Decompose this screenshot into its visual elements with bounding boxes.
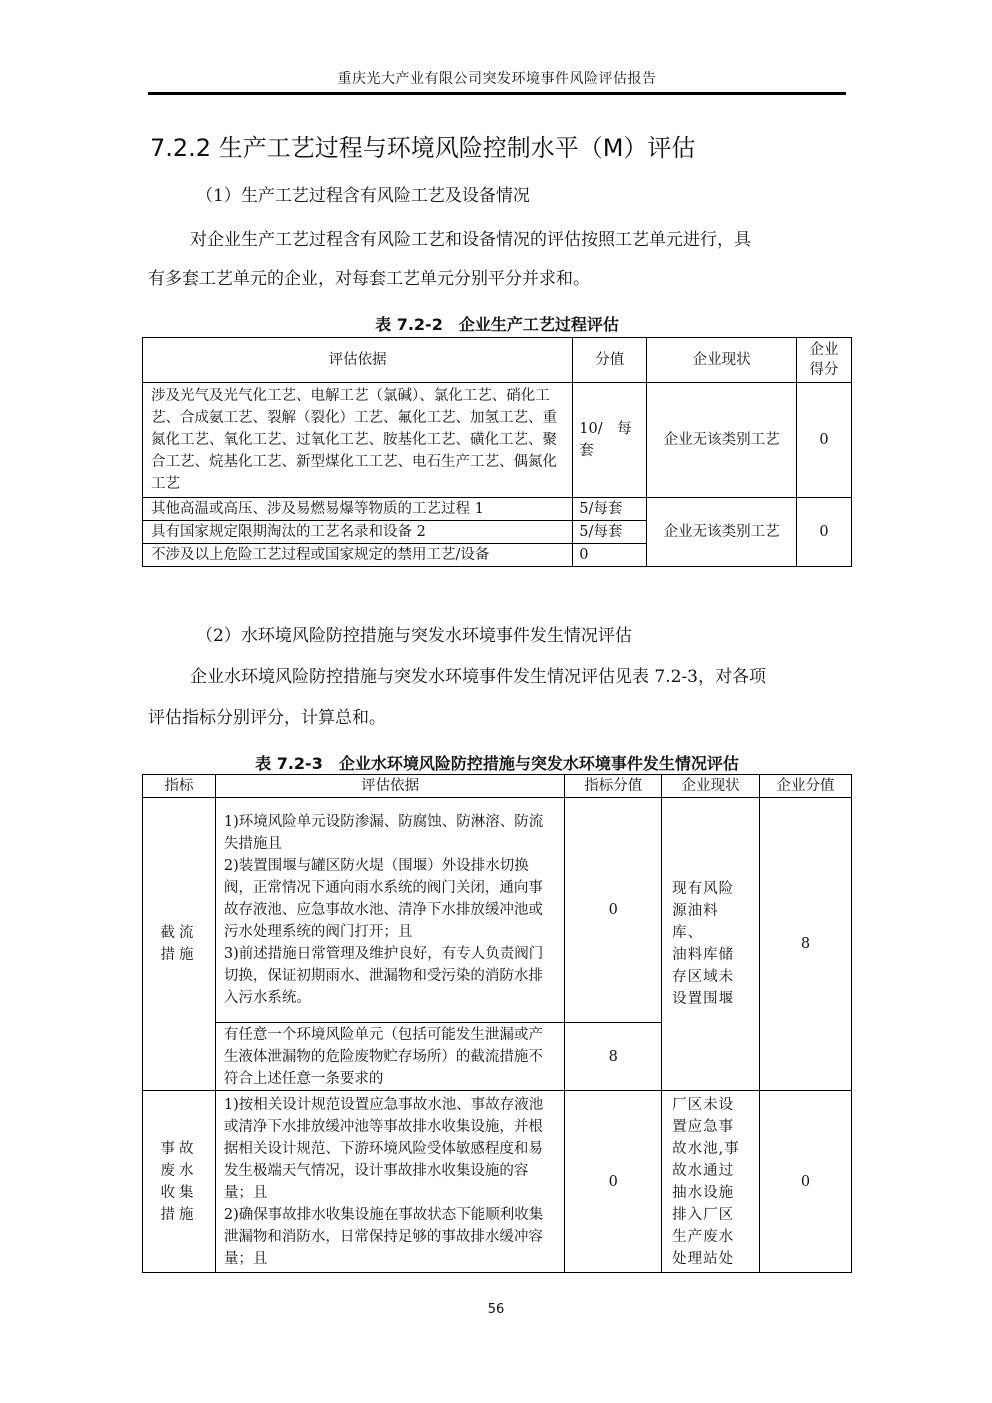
table2-score-cell: 8 — [760, 798, 852, 1091]
table1-header-basis: 评估依据 — [143, 338, 573, 383]
table1-header-status: 企业现状 — [647, 338, 797, 383]
part2-paragraph-line1: 企业水环境风险防控措施与突发水环境事件发生情况评估见表 7.2-3，对各项 — [190, 667, 766, 687]
table1 — [142, 337, 852, 567]
table2-status-cell: 现有风险 源油料库、 油料库储 存区域未 设置围堰 — [662, 798, 760, 1091]
part1-paragraph-line2: 有多套工艺单元的企业，对每套工艺单元分别平分并求和。 — [148, 269, 590, 289]
table-row — [143, 1091, 852, 1273]
section-title: 7.2.2 生产工艺过程与环境风险控制水平（M）评估 — [150, 134, 696, 162]
table1-basis-cell: 不涉及以上危险工艺过程或国家规定的禁用工艺/设备 — [143, 544, 573, 567]
table2-value-cell: 0 — [565, 1091, 662, 1273]
part2-heading: （2）水环境风险防控措施与突发水环境事件发生情况评估 — [196, 626, 632, 646]
running-header: 重庆光大产业有限公司突发环境事件风险评估报告 — [337, 71, 657, 87]
table1-basis-cell: 具有国家规定限期淘汰的工艺名录和设备 2 — [143, 521, 573, 544]
table1-header-score: 企业 得分 — [797, 338, 852, 383]
table2-header-row — [143, 775, 852, 798]
table-row — [143, 498, 852, 521]
table1-header-row — [143, 338, 852, 383]
table2-status-cell: 厂区未设 置应急事 故水池,事 故水通过 抽水设施 排入厂区 生产废水 处理站处 — [662, 1091, 760, 1273]
table1-value-cell: 10/ 每套 — [573, 383, 647, 498]
table2-basis-cell: 1)按相关设计规范设置应急事故水池、事故存液池或清净下水排放缓冲池等事故排水收集设施，并根据相关设计规范、下游环境风险受体敏感程度和易发生极端天气情况，设计事故排水收集设施的容量；且 2)确保事故排水收集设施在事故状态下能顺利收集泄漏物和消防水，日常保持足够的事故排水缓冲容量；且 — [215, 1091, 564, 1273]
header-rule — [148, 92, 846, 95]
table2 — [142, 774, 852, 1273]
table1-caption: 表 7.2-2 企业生产工艺过程评估 — [375, 315, 619, 334]
table-row — [143, 798, 852, 1023]
table-row — [143, 383, 852, 498]
part1-paragraph-line1: 对企业生产工艺过程含有风险工艺和设备情况的评估按照工艺单元进行，具 — [190, 230, 751, 250]
page-number: 56 — [487, 1302, 505, 1317]
table2-header-indicator: 指标 — [143, 775, 216, 798]
table2-value-cell: 8 — [565, 1023, 662, 1091]
table1-header-value: 分值 — [573, 338, 647, 383]
table1-score-cell: 0 — [797, 383, 852, 498]
table2-header-value: 指标分值 — [565, 775, 662, 798]
table1-basis-cell: 涉及光气及光气化工艺、电解工艺（氯碱）、氯化工艺、硝化工艺、合成氨工艺、裂解（裂化）工艺、氟化工艺、加氢工艺、重氮化工艺、氧化工艺、过氧化工艺、胺基化工艺、磺化工艺、聚合工艺、烷基化工艺、新型煤化工工艺、电石生产工艺、偶氮化工艺 — [143, 383, 573, 498]
part1-heading: （1）生产工艺过程含有风险工艺及设备情况 — [196, 186, 530, 206]
table2-header-basis: 评估依据 — [215, 775, 564, 798]
table2-indicator-cell: 截流 措施 — [143, 798, 216, 1091]
table1-value-cell: 0 — [573, 544, 647, 567]
table2-indicator-cell: 事故 废水 收集 措施 — [143, 1091, 216, 1273]
table2-basis-cell: 1)环境风险单元设防渗漏、防腐蚀、防淋溶、防流失措施且 2)装置围堰与罐区防火堤（围堰）外设排水切换阀，正常情况下通向雨水系统的阀门关闭，通向事故存液池、应急事故水池、清净下水排放缓冲池或污水处理系统的阀门打开；且 3)前述措施日常管理及维护良好，有专人负责阀门切换，保证初期雨水、泄漏物和受污染的消防水排入污水系统。 — [215, 798, 564, 1023]
table1-status-cell: 企业无该类别工艺 — [647, 498, 797, 567]
table2-value-cell: 0 — [565, 798, 662, 1023]
table1-status-cell: 企业无该类别工艺 — [647, 383, 797, 498]
part2-paragraph-line2: 评估指标分别评分，计算总和。 — [148, 708, 386, 728]
table1-basis-cell: 其他高温或高压、涉及易燃易爆等物质的工艺过程 1 — [143, 498, 573, 521]
table1-value-cell: 5/每套 — [573, 498, 647, 521]
table2-header-status: 企业现状 — [662, 775, 760, 798]
table2-basis-cell: 有任意一个环境风险单元（包括可能发生泄漏或产生液体泄漏物的危险废物贮存场所）的截流措施不符合上述任意一条要求的 — [215, 1023, 564, 1091]
table2-caption: 表 7.2-3 企业水环境风险防控措施与突发水环境事件发生情况评估 — [255, 754, 739, 773]
table1-score-cell: 0 — [797, 498, 852, 567]
table2-header-score: 企业分值 — [760, 775, 852, 798]
table1-value-cell: 5/每套 — [573, 521, 647, 544]
table2-score-cell: 0 — [760, 1091, 852, 1273]
